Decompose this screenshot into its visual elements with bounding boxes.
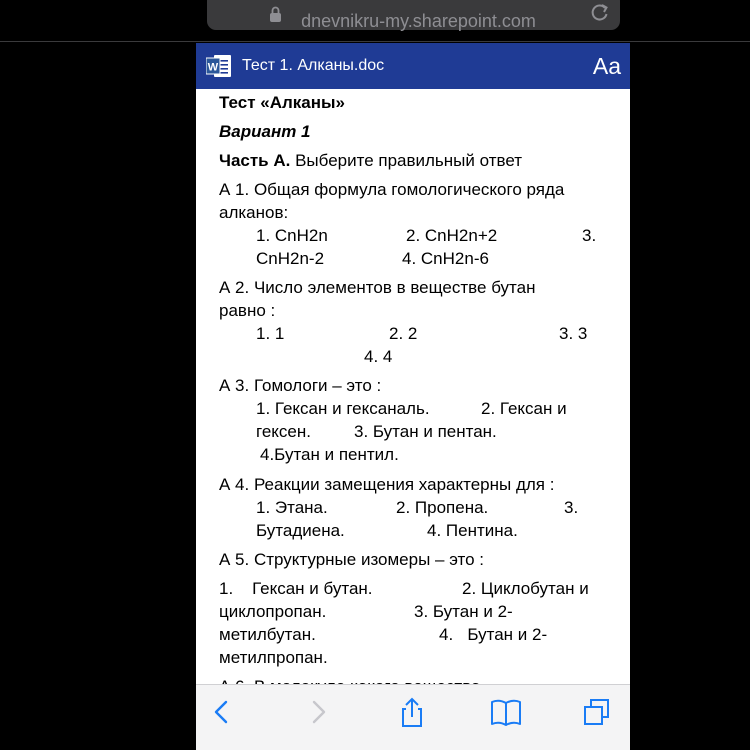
- q5-option-1: 1. Гексан и бутан.: [219, 579, 373, 598]
- q4-text: А 4. Реакции замещения характерны для :: [219, 475, 555, 494]
- q3-option-4: 4.Бутан и пентил.: [260, 445, 399, 464]
- q1-option-4: 4. CnH2n-6: [402, 249, 489, 268]
- q5-option-2b: циклопропан.: [219, 602, 327, 621]
- part-heading: [219, 151, 522, 171]
- svg-text:W: W: [207, 61, 219, 74]
- q1-text-line1: А 1. Общая формула гомологического ряда: [219, 180, 565, 199]
- q5-option-2a: 2. Циклобутан и: [462, 579, 589, 598]
- top-divider: [0, 41, 750, 42]
- q3-option-3: 3. Бутан и пентан.: [354, 422, 497, 441]
- q4-option-2: 2. Пропена.: [396, 498, 489, 517]
- lock-icon: [269, 6, 282, 22]
- q3-option-2b: гексен.: [256, 422, 311, 441]
- q2-option-1: 1. 1: [256, 324, 285, 343]
- browser-toolbar: [196, 684, 630, 750]
- back-icon[interactable]: [204, 697, 240, 727]
- q3-text: А 3. Гомологи – это :: [219, 376, 382, 395]
- part-label: Часть А.: [219, 151, 291, 170]
- q2-text-line2: равно :: [219, 301, 276, 320]
- app-header: [196, 43, 630, 89]
- q4-option-3: Бутадиена.: [256, 521, 345, 540]
- q5-option-4b: метилпропан.: [219, 648, 328, 667]
- q5-option-3a: 3. Бутан и 2-: [414, 602, 513, 621]
- book-icon[interactable]: [488, 697, 524, 727]
- doc-title: Тест 1. Алканы.doc: [242, 57, 385, 74]
- part-instruction: Выберите правильный ответ: [295, 151, 523, 170]
- document-viewer: [196, 43, 630, 750]
- format-button[interactable]: Aa: [592, 53, 621, 79]
- q4-option-3-number: 3.: [564, 498, 579, 517]
- reload-icon[interactable]: [590, 2, 610, 22]
- q3-option-2a: 2. Гексан и: [481, 399, 567, 418]
- url-bar[interactable]: [207, 0, 620, 30]
- doc-title-text: Тест «Алканы»: [219, 93, 346, 112]
- q5-option-4a: 4. Бутан и 2-: [439, 625, 548, 644]
- q2-text-line1: А 2. Число элементов в веществе бутан: [219, 278, 536, 297]
- word-icon: [206, 54, 232, 78]
- q1-option-1: 1. CnH2n: [256, 226, 328, 245]
- q2-option-4: 4. 4: [364, 347, 393, 366]
- variant-text: Вариант 1: [219, 122, 311, 141]
- q5-text: А 5. Структурные изомеры – это :: [219, 550, 485, 569]
- share-icon[interactable]: [394, 697, 430, 727]
- q1-option-3: CnH2n-2: [256, 249, 325, 268]
- q2-option-3: 3. 3: [559, 324, 588, 343]
- q1-option-2: 2. CnH2n+2: [406, 226, 498, 245]
- q1-text-line2: алканов:: [219, 203, 289, 222]
- q2-option-2: 2. 2: [389, 324, 418, 343]
- tabs-icon[interactable]: [580, 697, 616, 727]
- q3-option-1: 1. Гексан и гексаналь.: [256, 399, 430, 418]
- url-text: dnevnikru-my.sharepoint.com: [301, 10, 536, 31]
- q4-option-4: 4. Пентина.: [427, 521, 518, 540]
- forward-icon[interactable]: [300, 697, 336, 727]
- q1-option-3-number: 3.: [582, 226, 597, 245]
- q5-option-3b: метилбутан.: [219, 625, 316, 644]
- q4-option-1: 1. Этана.: [256, 498, 328, 517]
